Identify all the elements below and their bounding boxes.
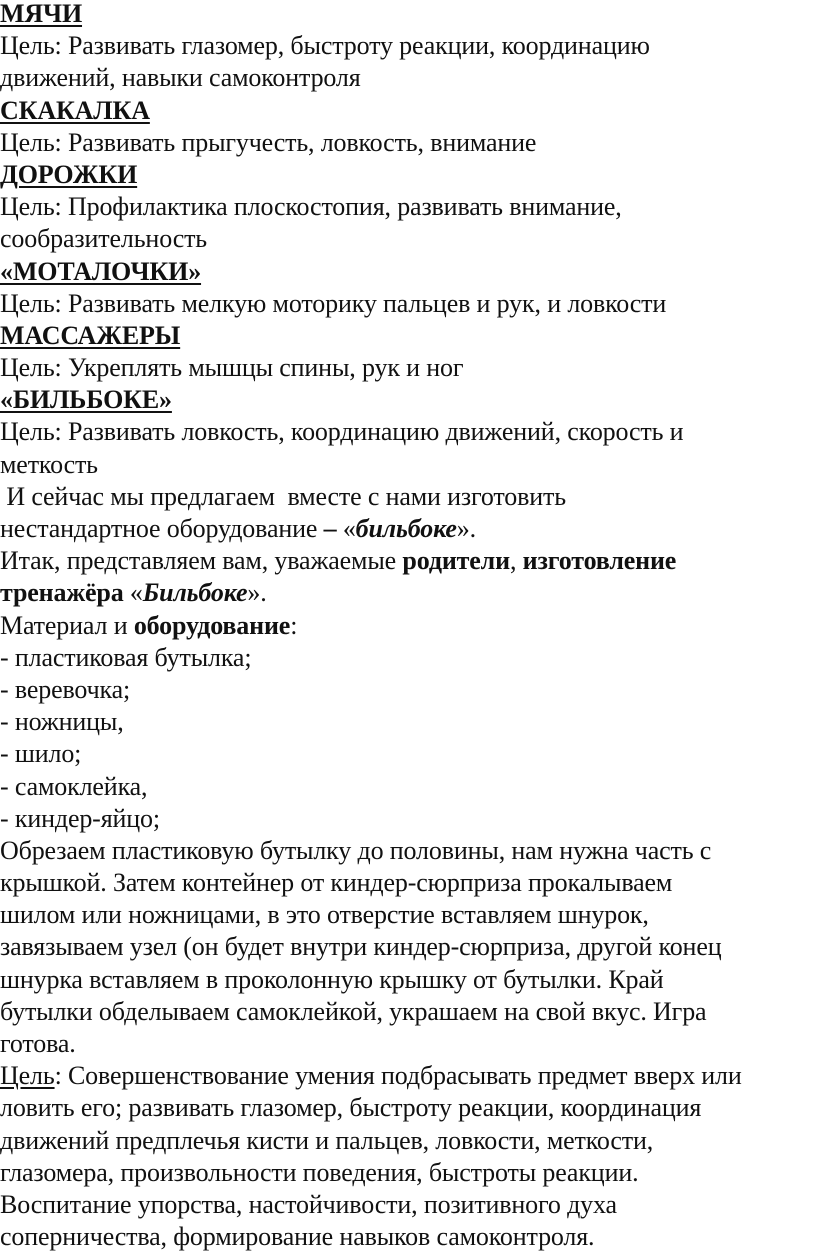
intro-text: ,	[509, 546, 523, 576]
materials-item: - самоклейка,	[0, 771, 148, 801]
intro-quote: ».	[456, 514, 476, 543]
instructions-line: шнурка вставляем в проколонную крышку от бутылки. Край	[0, 964, 664, 994]
materials-text: :	[290, 610, 298, 640]
intro-emphasis: родители	[402, 546, 510, 576]
section-goal-line: Цель: Развивать прыгучесть, ловкость, внимание	[0, 127, 537, 157]
section-goal-line: Цель: Развивать ловкость, координацию движений, скорость и	[0, 417, 684, 447]
intro-line	[0, 545, 816, 577]
materials-text: Материал и	[0, 610, 134, 640]
section-goal-line: Цель: Профилактика плоскостопия, развивать внимание,	[0, 192, 622, 222]
materials-emphasis: оборудование	[133, 610, 291, 640]
intro-emphasis: бильбоке	[355, 514, 457, 543]
goal-line: ловить его; развивать глазомер, быстроту реакции, координация	[0, 1093, 702, 1123]
instructions-line: крышкой. Затем контейнер от киндер-сюрприза прокалываем	[0, 868, 673, 898]
section-goal-line: меткость	[0, 449, 98, 479]
section-title: МАССАЖЕРЫ	[0, 320, 181, 350]
goal-line: соперничества, формирование навыков самоконтроля.	[0, 1222, 595, 1252]
instructions-line: Обрезаем пластиковую бутылку до половины, нам нужна часть с	[0, 835, 712, 865]
intro-quote: ».	[247, 578, 267, 608]
materials-item: - ножницы,	[0, 707, 124, 737]
instructions-line: готова.	[0, 1029, 76, 1058]
section-title: МЯЧИ	[0, 0, 83, 28]
section-title: «МОТАЛОЧКИ»	[0, 256, 202, 286]
intro-emphasis: тренажёра	[0, 578, 124, 608]
section-goal-line: движений, навыки самоконтроля	[0, 63, 361, 93]
materials-heading	[0, 610, 816, 642]
instructions-line: шилом или ножницами, в это отверстие вставляем шнурок,	[0, 900, 649, 930]
instructions-line: завязываем узел (он будет внутри киндер-сюрприза, другой конец	[0, 932, 722, 962]
intro-line	[0, 577, 816, 609]
intro-line	[0, 513, 816, 545]
materials-item: - веревочка;	[0, 674, 131, 704]
materials-item: - пластиковая бутылка;	[0, 642, 252, 672]
intro-text: Итак, представляем вам, уважаемые	[0, 546, 403, 576]
materials-item: - киндер-яйцо;	[0, 803, 160, 833]
intro-quote: «	[336, 514, 356, 543]
section-goal-line: сообразительность	[0, 224, 207, 254]
intro-dash: –	[323, 514, 337, 543]
goal-text: : Совершенствование умения подбрасывать предмет вверх или	[54, 1061, 742, 1091]
section-title: ДОРОЖКИ	[0, 159, 138, 189]
intro-quote: «	[123, 578, 143, 608]
intro-emphasis: Бильбоке	[142, 578, 248, 608]
instructions-line: бутылки обделываем самоклейкой, украшаем на свой вкус. Игра	[0, 996, 707, 1026]
materials-item: - шило;	[0, 739, 82, 769]
section-title: «БИЛЬБОКЕ»	[0, 385, 172, 415]
goal-line	[0, 1060, 816, 1092]
section-title: СКАКАЛКА	[0, 95, 150, 125]
goal-label: Цель	[0, 1061, 55, 1091]
goal-line: глазомера, произвольности поведения, быстроты реакции.	[0, 1157, 639, 1187]
section-goal-line: Цель: Укреплять мышцы спины, рук и ног	[0, 353, 464, 383]
goal-line: движений предплечья кисти и пальцев, ловкости, меткости,	[0, 1125, 654, 1155]
intro-line: И сейчас мы предлагаем вместе с нами изготовить	[0, 481, 566, 511]
intro-emphasis: изготовление	[522, 546, 677, 576]
section-goal-line: Цель: Развивать мелкую моторику пальцев и рук, и ловкости	[0, 288, 667, 318]
goal-line: Воспитание упорства, настойчивости, позитивного духа	[0, 1189, 617, 1219]
intro-text: нестандартное оборудование	[0, 514, 324, 543]
section-goal-line: Цель: Развивать глазомер, быстроту реакции, координацию	[0, 31, 650, 61]
